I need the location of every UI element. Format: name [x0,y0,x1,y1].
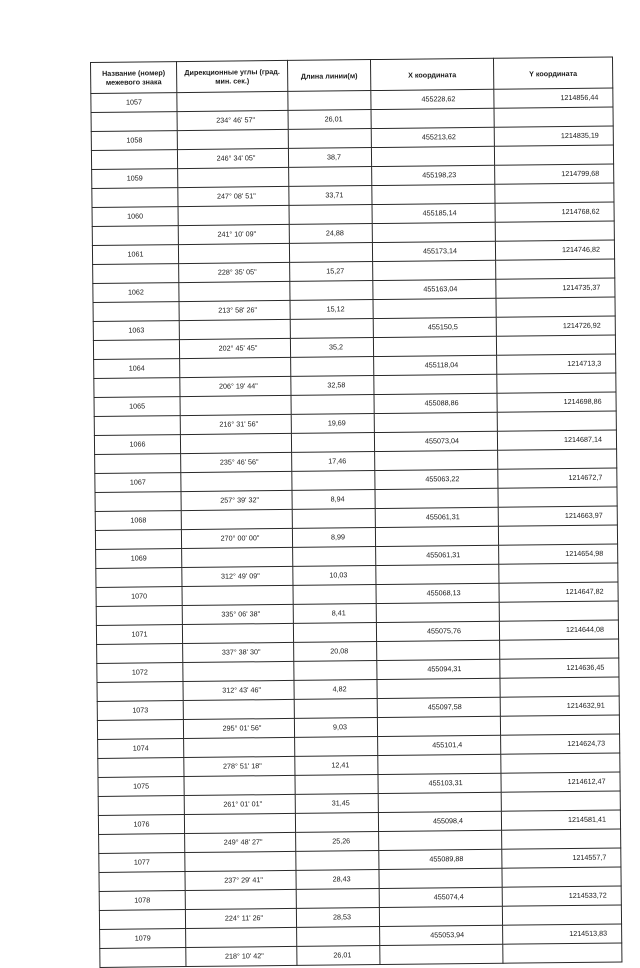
x-coordinate-cell: 455068,13 [376,583,499,603]
marker-name-cell: 1060 [92,207,178,227]
empty-y-cell [500,715,619,735]
empty-name-cell [99,910,185,930]
x-coordinate-cell: 455098,4 [378,811,501,831]
empty-length-cell [289,205,372,225]
empty-length-cell [291,395,374,415]
marker-name-cell: 1064 [94,359,180,379]
empty-name-cell [91,112,177,132]
empty-x-cell [375,488,498,508]
line-length-cell: 20,08 [294,642,377,662]
empty-name-cell [97,644,183,664]
y-coordinate-cell: 1214768,62 [495,202,614,222]
direction-angle-cell: 218° 10' 42" [186,946,297,966]
empty-length-cell [296,851,379,871]
direction-angle-cell: 241° 10' 09" [178,224,289,244]
line-length-cell: 26,01 [288,110,371,130]
empty-length-cell [293,623,376,643]
y-coordinate-cell: 1214856,44 [494,88,613,108]
line-length-cell: 15,12 [290,300,373,320]
x-coordinate-cell: 455173,14 [372,241,495,261]
marker-name-cell: 1057 [91,93,177,113]
direction-angle-cell: 228° 35' 05" [179,262,290,282]
x-coordinate-cell: 455101,4 [378,735,501,755]
direction-angle-cell: 261° 01' 01" [184,794,295,814]
marker-name-cell: 1058 [91,131,177,151]
marker-name-cell: 1075 [98,777,184,797]
empty-y-cell [494,145,613,165]
y-coordinate-cell: 1214533,72 [502,886,621,906]
empty-x-cell [375,450,498,470]
empty-name-cell [91,150,177,170]
empty-angle-cell [177,91,288,111]
empty-length-cell [291,357,374,377]
header-x-coordinate: X координата [370,58,493,90]
direction-angle-cell: 216° 31' 56" [180,414,291,434]
line-length-cell: 10,03 [293,566,376,586]
direction-angle-cell: 247° 08' 51" [178,186,289,206]
empty-length-cell [289,243,372,263]
empty-x-cell [378,754,501,774]
x-coordinate-cell: 455063,22 [375,469,498,489]
empty-y-cell [499,563,618,583]
marker-name-cell: 1069 [96,549,182,569]
empty-y-cell [497,411,616,431]
line-length-cell: 38,7 [288,148,371,168]
line-length-cell: 32,58 [291,376,374,396]
line-length-cell: 28,53 [296,908,379,928]
y-coordinate-cell: 1214672,7 [498,468,617,488]
direction-angle-cell: 335° 06' 38" [182,604,293,624]
empty-angle-cell [180,433,291,453]
y-coordinate-cell: 1214726,92 [496,316,615,336]
y-coordinate-cell: 1214647,82 [499,582,618,602]
x-coordinate-cell: 455075,76 [376,621,499,641]
empty-y-cell [498,449,617,469]
direction-angle-cell: 235° 46' 56" [181,452,292,472]
empty-x-cell [375,526,498,546]
empty-angle-cell [181,471,292,491]
empty-x-cell [377,678,500,698]
y-coordinate-cell: 1214624,73 [501,734,620,754]
empty-x-cell [373,298,496,318]
line-length-cell: 33,71 [289,186,372,206]
empty-angle-cell [184,813,295,833]
y-coordinate-cell: 1214735,37 [496,278,615,298]
empty-angle-cell [184,775,295,795]
line-length-cell: 28,43 [296,870,379,890]
marker-name-cell: 1078 [99,891,185,911]
direction-angle-cell: 257° 39' 32" [181,490,292,510]
line-length-cell: 8,99 [292,528,375,548]
y-coordinate-cell: 1214612,47 [501,772,620,792]
empty-x-cell [372,222,495,242]
empty-name-cell [94,416,180,436]
x-coordinate-cell: 455198,23 [372,165,495,185]
direction-angle-cell: 246° 34' 05" [177,148,288,168]
empty-length-cell [292,471,375,491]
empty-y-cell [495,221,614,241]
x-coordinate-cell: 455074,4 [379,887,502,907]
empty-name-cell [93,302,179,322]
empty-x-cell [371,146,494,166]
empty-length-cell [296,889,379,909]
direction-angle-cell: 249° 48' 27" [185,832,296,852]
empty-length-cell [293,585,376,605]
empty-angle-cell [179,319,290,339]
empty-length-cell [294,699,377,719]
empty-x-cell [376,602,499,622]
empty-length-cell [295,813,378,833]
empty-y-cell [496,297,615,317]
y-coordinate-cell: 1214687,14 [497,430,616,450]
empty-length-cell [294,661,377,681]
empty-x-cell [377,716,500,736]
empty-name-cell [99,834,185,854]
line-length-cell: 9,03 [294,718,377,738]
empty-name-cell [94,378,180,398]
header-marker-name: Название (номер) межевого знака [91,62,177,94]
marker-name-cell: 1074 [98,739,184,759]
empty-length-cell [288,129,371,149]
direction-angle-cell: 202° 45' 45" [179,338,290,358]
marker-name-cell: 1066 [94,435,180,455]
y-coordinate-cell: 1214513,83 [503,924,622,944]
empty-name-cell [97,720,183,740]
empty-angle-cell [186,927,297,947]
empty-x-cell [376,564,499,584]
line-length-cell: 25,26 [296,832,379,852]
y-coordinate-cell: 1214632,91 [500,696,619,716]
y-coordinate-cell: 1214746,82 [495,240,614,260]
header-y-coordinate: Y координата [493,57,612,89]
empty-angle-cell [182,623,293,643]
empty-name-cell [95,492,181,512]
marker-name-cell: 1071 [96,625,182,645]
x-coordinate-cell: 455163,04 [373,279,496,299]
empty-y-cell [498,487,617,507]
segment-row [100,943,622,967]
empty-name-cell [96,568,182,588]
y-coordinate-cell: 1214713,3 [497,354,616,374]
coordinates-sheet [90,57,622,968]
empty-angle-cell [182,547,293,567]
x-coordinate-cell: 455185,14 [372,203,495,223]
empty-y-cell [495,183,614,203]
y-coordinate-cell: 1214799,68 [495,164,614,184]
empty-angle-cell [180,395,291,415]
x-coordinate-cell: 455088,86 [374,393,497,413]
empty-angle-cell [183,661,294,681]
line-length-cell: 15,27 [290,262,373,282]
y-coordinate-cell: 1214663,97 [498,506,617,526]
empty-y-cell [501,753,620,773]
empty-x-cell [380,944,503,964]
x-coordinate-cell: 455073,04 [374,431,497,451]
empty-angle-cell [184,737,295,757]
empty-angle-cell [185,851,296,871]
empty-y-cell [502,905,621,925]
x-coordinate-cell: 455061,31 [376,545,499,565]
marker-name-cell: 1070 [96,587,182,607]
empty-name-cell [95,530,181,550]
y-coordinate-cell: 1214644,08 [499,620,618,640]
empty-x-cell [374,412,497,432]
empty-y-cell [498,525,617,545]
empty-angle-cell [181,509,292,529]
marker-name-cell: 1073 [97,701,183,721]
x-coordinate-cell: 455053,94 [380,925,503,945]
empty-angle-cell [183,699,294,719]
line-length-cell: 17,46 [292,452,375,472]
direction-angle-cell: 270° 00' 00" [181,528,292,548]
empty-length-cell [297,927,380,947]
line-length-cell: 19,69 [291,414,374,434]
empty-y-cell [499,601,618,621]
empty-x-cell [372,184,495,204]
empty-y-cell [501,791,620,811]
x-coordinate-cell: 455118,04 [374,355,497,375]
empty-length-cell [291,433,374,453]
line-length-cell: 35,2 [290,338,373,358]
empty-y-cell [496,335,615,355]
empty-x-cell [371,108,494,128]
marker-name-cell: 1059 [92,169,178,189]
direction-angle-cell: 206° 19' 44" [180,376,291,396]
empty-y-cell [503,943,622,963]
empty-x-cell [379,868,502,888]
header-direction-angle: Дирекционные углы (град. мин. сек.) [177,60,288,92]
marker-name-cell: 1072 [97,663,183,683]
x-coordinate-cell: 455103,31 [378,773,501,793]
y-coordinate-cell: 1214835,19 [494,126,613,146]
empty-y-cell [494,107,613,127]
empty-name-cell [93,264,179,284]
marker-name-cell: 1062 [93,283,179,303]
line-length-cell: 12,41 [295,756,378,776]
empty-length-cell [288,91,371,111]
line-length-cell: 31,45 [295,794,378,814]
y-coordinate-cell: 1214557,7 [502,848,621,868]
direction-angle-cell: 295° 01' 56" [183,718,294,738]
empty-y-cell [500,639,619,659]
marker-name-cell: 1065 [94,397,180,417]
marker-name-cell: 1068 [95,511,181,531]
direction-angle-cell: 278° 51' 18" [184,756,295,776]
empty-name-cell [97,682,183,702]
direction-angle-cell: 337° 38' 30" [183,642,294,662]
marker-name-cell: 1067 [95,473,181,493]
line-length-cell: 4,82 [294,680,377,700]
empty-angle-cell [180,357,291,377]
line-length-cell: 26,01 [297,946,380,966]
empty-name-cell [98,758,184,778]
marker-name-cell: 1061 [92,245,178,265]
empty-x-cell [373,260,496,280]
direction-angle-cell: 237° 29' 41" [185,870,296,890]
empty-angle-cell [177,129,288,149]
x-coordinate-cell: 455061,31 [375,507,498,527]
empty-y-cell [500,677,619,697]
line-length-cell: 8,94 [292,490,375,510]
empty-x-cell [373,336,496,356]
direction-angle-cell: 312° 49' 09" [182,566,293,586]
empty-x-cell [379,906,502,926]
marker-name-cell: 1079 [100,929,186,949]
empty-angle-cell [182,585,293,605]
empty-angle-cell [179,281,290,301]
empty-angle-cell [185,889,296,909]
x-coordinate-cell: 455213,62 [371,127,494,147]
empty-name-cell [95,454,181,474]
empty-y-cell [502,829,621,849]
empty-angle-cell [178,205,289,225]
x-coordinate-cell: 455089,88 [379,849,502,869]
y-coordinate-cell: 1214636,45 [500,658,619,678]
direction-angle-cell: 213° 58' 26" [179,300,290,320]
empty-length-cell [293,547,376,567]
empty-x-cell [378,792,501,812]
x-coordinate-cell: 455094,31 [377,659,500,679]
empty-length-cell [295,737,378,757]
x-coordinate-cell: 455150,5 [373,317,496,337]
x-coordinate-cell: 455228,62 [371,89,494,109]
empty-name-cell [92,226,178,246]
empty-angle-cell [178,243,289,263]
line-length-cell: 24,88 [289,224,372,244]
marker-name-cell: 1063 [93,321,179,341]
empty-name-cell [96,606,182,626]
marker-name-cell: 1077 [99,853,185,873]
table-body [91,88,622,967]
empty-y-cell [496,259,615,279]
direction-angle-cell: 234° 46' 57" [177,110,288,130]
marker-name-cell: 1076 [98,815,184,835]
empty-x-cell [374,374,497,394]
empty-length-cell [292,509,375,529]
direction-angle-cell: 224° 11' 26" [185,908,296,928]
empty-name-cell [92,188,178,208]
empty-name-cell [100,948,186,968]
empty-angle-cell [178,167,289,187]
empty-length-cell [295,775,378,795]
empty-length-cell [290,319,373,339]
empty-length-cell [290,281,373,301]
empty-x-cell [377,640,500,660]
empty-x-cell [379,830,502,850]
line-length-cell: 8,41 [293,604,376,624]
empty-y-cell [502,867,621,887]
empty-name-cell [93,340,179,360]
empty-name-cell [98,796,184,816]
empty-length-cell [289,167,372,187]
direction-angle-cell: 312° 43' 46" [183,680,294,700]
y-coordinate-cell: 1214581,41 [501,810,620,830]
y-coordinate-cell: 1214654,98 [499,544,618,564]
empty-y-cell [497,373,616,393]
empty-name-cell [99,872,185,892]
x-coordinate-cell: 455097,58 [377,697,500,717]
boundary-markers-table [90,57,622,968]
header-line-length: Длина линии(м) [287,60,370,92]
y-coordinate-cell: 1214698,86 [497,392,616,412]
